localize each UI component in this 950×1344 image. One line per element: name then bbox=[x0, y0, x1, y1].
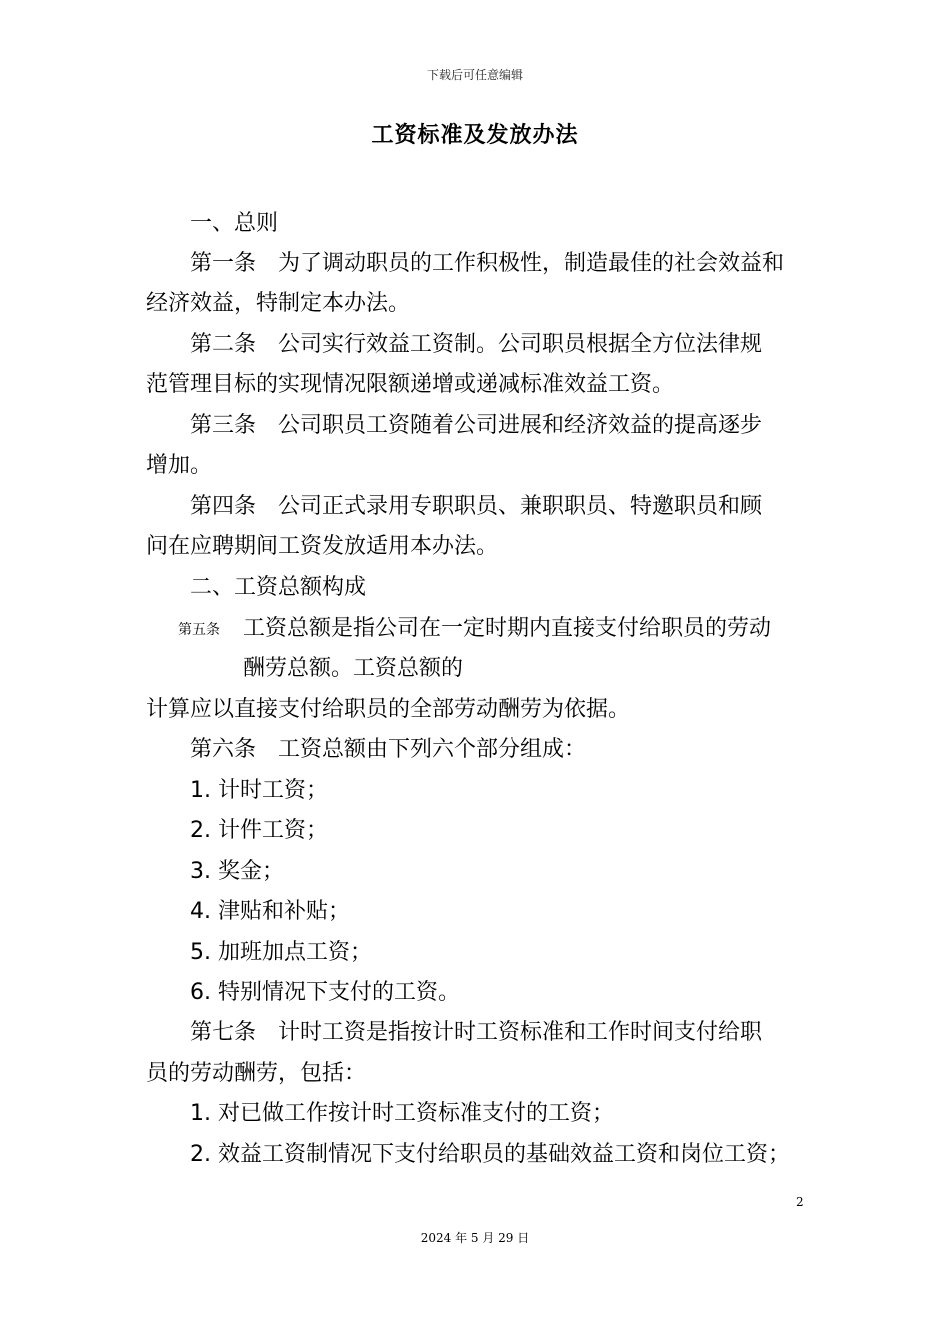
article-7-line-2: 员的劳动酬劳，包括： bbox=[146, 1061, 367, 1086]
article-4-line-1: 第四条 公司正式录用专职职员、兼职职员、特邀职员和顾 bbox=[190, 494, 763, 519]
article-2-line-2: 范管理目标的实现情况限额递增或递减标准效益工资。 bbox=[146, 372, 675, 397]
article-6-line-1: 第六条 工资总额由下列六个部分组成： bbox=[190, 737, 587, 762]
article-3-line-2: 增加。 bbox=[146, 453, 213, 478]
section-heading-general: 一、总则 bbox=[190, 211, 279, 236]
article-3-line-1: 第三条 公司职员工资随着公司进展和经济效益的提高逐步 bbox=[190, 413, 763, 438]
article-5-line-3: 计算应以直接支付给职员的全部劳动酬劳为依据。 bbox=[146, 697, 631, 722]
list-item-5: 5. 加班加点工资； bbox=[190, 940, 372, 965]
header-note: 下载后可任意编辑 bbox=[426, 68, 523, 82]
article-1-line-1: 第一条 为了调动职员的工作积极性，制造最佳的社会效益和 bbox=[190, 251, 785, 276]
article-5-line-1: 工资总额是指公司在一定时期内直接支付给职员的劳动 bbox=[243, 616, 772, 641]
list-item-6: 6. 特别情况下支付的工资。 bbox=[190, 980, 460, 1005]
article-4-line-2: 问在应聘期间工资发放适用本办法。 bbox=[146, 534, 499, 559]
list-item-3: 3. 奖金； bbox=[190, 859, 284, 884]
section-heading-wage-composition: 二、工资总额构成 bbox=[190, 575, 367, 600]
article-2-line-1: 第二条 公司实行效益工资制。公司职员根据全方位法律规 bbox=[190, 332, 763, 357]
article-5-label: 第五条 bbox=[178, 622, 220, 638]
article-5-line-2: 酬劳总额。工资总额的 bbox=[243, 656, 464, 681]
article-1-line-2: 经济效益，特制定本办法。 bbox=[146, 291, 411, 316]
list-item-2: 2. 计件工资； bbox=[190, 818, 328, 843]
article-7-item-2: 2. 效益工资制情况下支付给职员的基础效益工资和岗位工资； bbox=[190, 1142, 790, 1167]
footer-date: 2024 年 5 月 29 日 bbox=[420, 1231, 530, 1245]
list-item-1: 1. 计时工资； bbox=[190, 778, 328, 803]
article-7-line-1: 第七条 计时工资是指按计时工资标准和工作时间支付给职 bbox=[190, 1020, 763, 1045]
page-number: 2 bbox=[796, 1195, 804, 1209]
document-title: 工资标准及发放办法 bbox=[371, 123, 579, 148]
article-7-item-1: 1. 对已做工作按计时工资标准支付的工资； bbox=[190, 1101, 614, 1126]
list-item-4: 4. 津贴和补贴； bbox=[190, 899, 350, 924]
